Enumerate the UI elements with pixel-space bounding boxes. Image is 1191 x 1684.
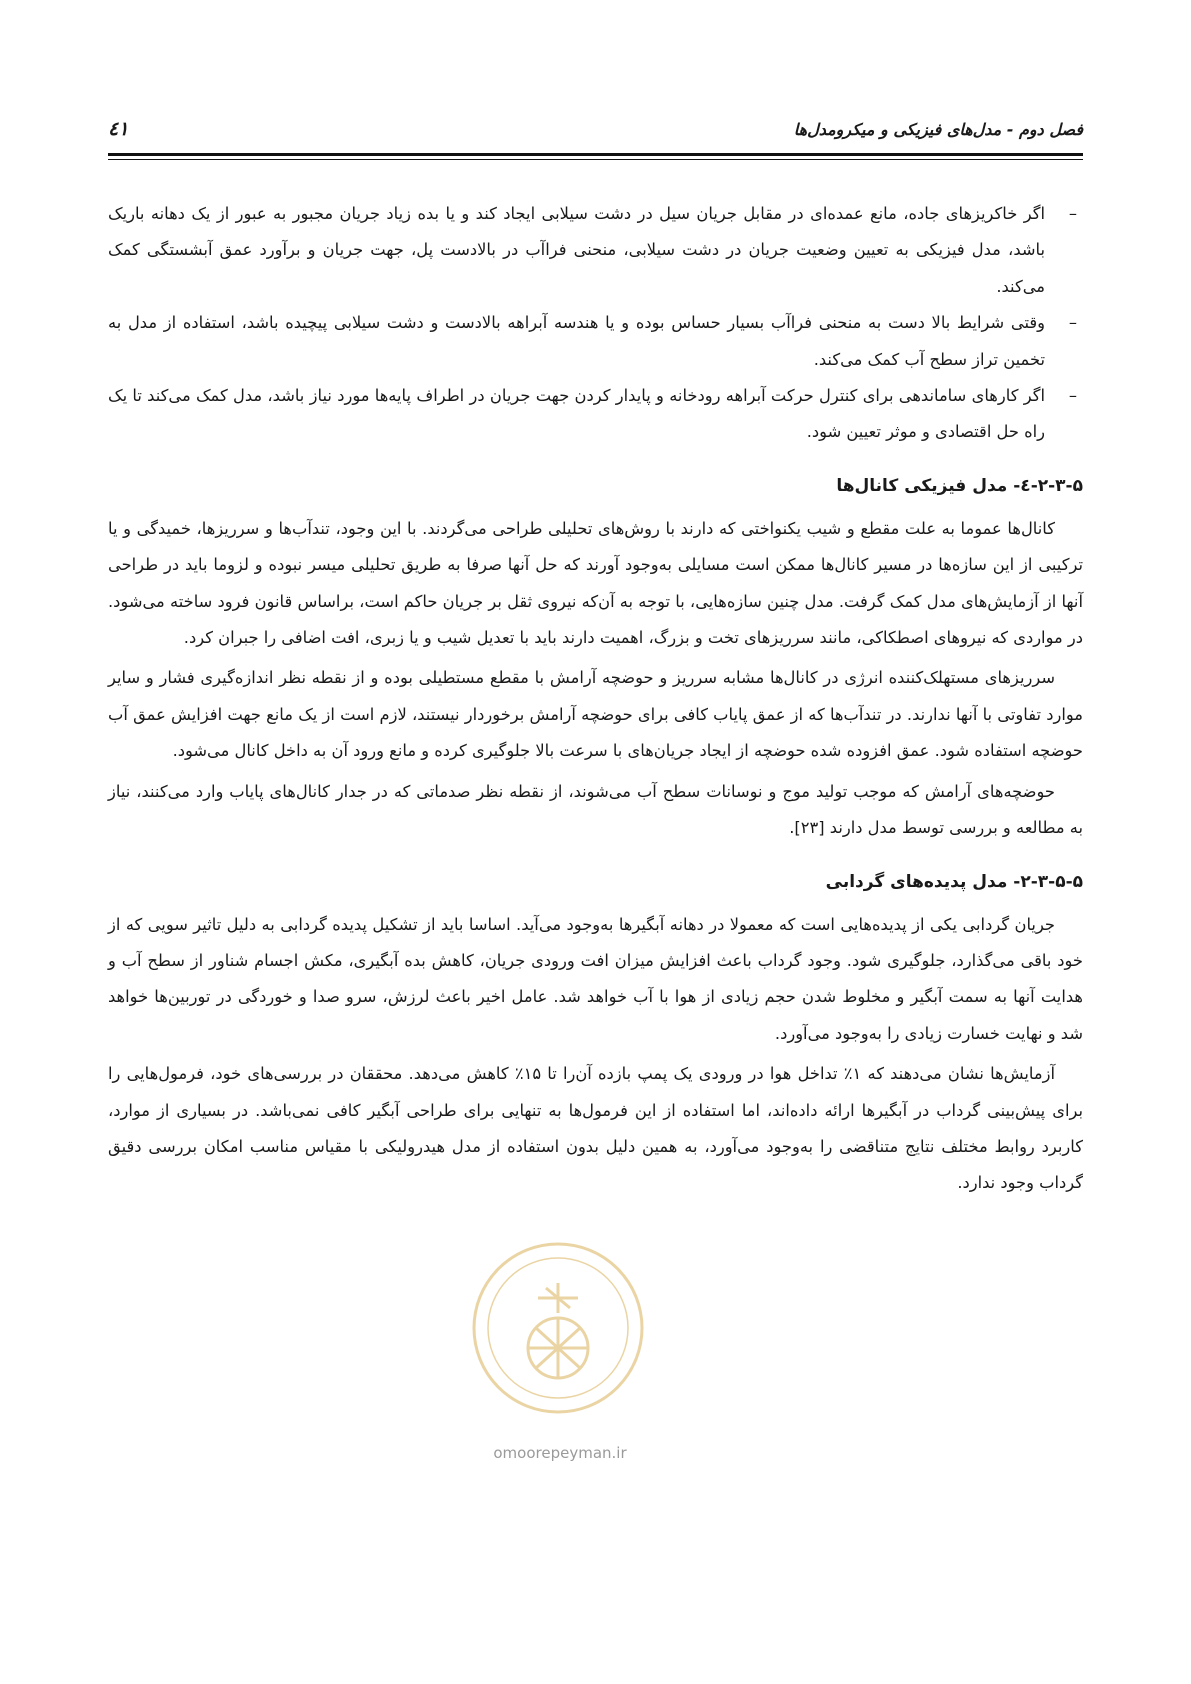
bullet-dash: –	[1068, 204, 1077, 223]
section-heading-vortex: ۲-۳-۵-۵- مدل پدیده‌های گردابی	[825, 871, 1083, 892]
page-number: ٤١	[108, 118, 129, 140]
bullet-item	[108, 378, 1083, 451]
bullet-dash: –	[1068, 313, 1077, 333]
paragraph: آزمایش‌ها نشان می‌دهند که ۱٪ تداخل هوا در ورودی یک پمپ بازده آن‌را تا ۱۵٪ کاهش می‌دهد. محققان در بررسی‌های خود، فرمول‌هایی را برای پیش‌بینی گرداب در آبگیرها ارائه داده‌اند، اما استفاده از این فرمول‌ها به تنهایی برای طراحی آبگیر کافی نمی‌باشد. در بسیاری از موارد، کاربرد روابط مختلف نتایج متناقضی را به‌وجود می‌آورد، به همین دلیل بدون استفاده از مدل هیدرولیکی با مقیاس مناسب امکان بررسی دقیق گرداب وجود ندارد.	[108, 1064, 1083, 1193]
bullet-item	[108, 305, 1083, 378]
bullet-text: اگر خاکریزهای جاده، مانع عمده‌ای در مقابل جریان سیل در دشت سیلابی ایجاد کند و یا بده زیاد جریان مجبور به عبور از یک دهانه باریک باشد، مدل فیزیکی به تعیین وضعیت جریان در دشت سیلابی، منحنی فراآب در بالادست پل، جهت جریان و برآورد عمق آبشستگی کمک می‌کند.	[108, 204, 1045, 296]
bullet-item	[108, 196, 1083, 305]
paragraph: جریان گردابی یکی از پدیده‌هایی است که معمولا در دهانه آبگیرها به‌وجود می‌آید. اساسا باید از تشکیل پدیده گردابی به دلیل تاثیر سویی که از خود باقی می‌گذارد، جلوگیری شود. وجود گرداب باعث افزایش میزان افت ورودی جریان، کاهش بده آبگیری، مکش اجسام شناور از سطح آب و هدایت آنها به سمت آبگیر و مخلوط شدن حجم زیادی از هوا با آب خواهد شد. عامل اخیر باعث لرزش، سرو صدا و خوردگی در توربین‌ها خواهد شد و نهایت خسارت زیادی را به‌وجود می‌آورد.	[108, 914, 1083, 1043]
page-body	[108, 196, 1083, 1206]
chapter-title: فصل دوم - مدل‌های فیزیکی و میکرومدل‌ها	[793, 120, 1083, 139]
header-rule-thin	[108, 159, 1083, 160]
bullet-list	[108, 196, 1083, 451]
paragraph: سرریزهای مستهلک‌کننده انرژی در کانال‌ها مشابه سرریز و حوضچه آرامش با مقطع مستطیلی بوده و از نقطه نظر اندازه‌گیری فشار و سایر موارد تفاوتی با آنها ندارند. در تندآب‌ها که از عمق پایاب کافی برای حوضچه آرامش برخوردار نیستند، لازم است از یک مانع جهت افزایش عمق آب حوضچه استفاده شود. عمق افزوده شده حوضچه از ایجاد جریان‌های با سرعت بالا جلوگیری کرده و مانع ورود آن به داخل کانال می‌شود.	[108, 668, 1083, 761]
page-header	[108, 120, 1083, 164]
bullet-text: اگر کارهای ساماندهی برای کنترل حرکت آبراهه رودخانه و پایدار کردن جهت جریان در اطراف پایه‌ها مورد نیاز باشد، مدل کمک می‌کند تا یک راه حل اقتصادی و موثر تعیین شود.	[108, 386, 1045, 442]
paragraph: کانال‌ها عموما به علت مقطع و شیب یکنواختی که دارند با روش‌های تحلیلی طراحی می‌گردند. با این وجود، تندآب‌ها و سرریزها، خمیدگی و یا ترکیبی از این سازه‌ها در مسیر کانال‌ها ممکن است مسایلی به‌وجود آورند که حل آنها صرفا به طریق تحلیلی میسر نبوده و لزوما باید در طراحی آنها از آزمایش‌های مدل کمک گرفت. مدل چنین سازه‌هایی، با توجه به آن‌که نیروی ثقل بر جریان حاکم است، براساس قانون فرود ساخته می‌شود. در مواردی که نیروهای اصطکاکی، مانند سرریزهای تخت و بزرگ، اهمیت دارند باید با تعدیل شیب و یا زبری، افت اضافی را جبران کرد.	[108, 518, 1083, 648]
watermark-url: omoorepeyman.ir	[493, 1444, 627, 1462]
bullet-text: وقتی شرایط بالا دست به منحنی فراآب بسیار حساس بوده و یا هندسه آبراهه بالادست و دشت سیلابی پیچیده باشد، استفاده از مدل به تخمین تراز سطح آب کمک می‌کند.	[108, 313, 1045, 369]
paragraph: حوضچه‌های آرامش که موجب تولید موج و نوسانات سطح آب می‌شوند، از نقطه نظر صدماتی که در جدار کانال‌های پایاب وارد می‌کنند، نیاز به مطالعه و بررسی توسط مدل دارند [۲۳].	[108, 781, 1083, 838]
bullet-dash: –	[1068, 386, 1077, 406]
section-heading-channels: ۲-۳-۵-٤- مدل فیزیکی کانال‌ها	[836, 475, 1083, 496]
watermark-seal-icon	[468, 1238, 648, 1418]
header-rule	[108, 153, 1083, 156]
